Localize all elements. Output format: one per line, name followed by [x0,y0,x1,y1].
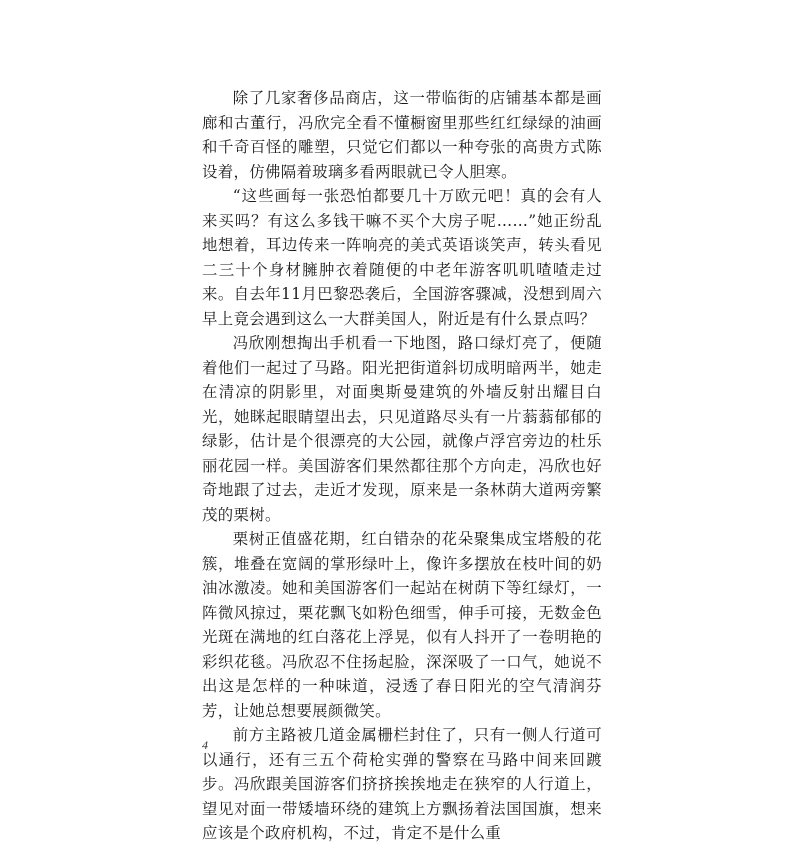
page-number: 4 [202,738,208,752]
paragraph: 冯欣刚想掏出手机看一下地图，路口绿灯亮了，便随着他们一起过了马路。阳光把街道斜切成明暗两半，她走在清凉的阴影里，对面奥斯曼建筑的外墙反射出耀目白光，她眯起眼睛望出去，只见道路尽头有一片蓊蓊郁郁的绿影，估计是个很漂亮的大公园，就像卢浮宫旁边的杜乐丽花园一样。美国游客们果然都往那个方向走，冯欣也好奇地跟了过去，走近才发现，原来是一条林荫大道两旁繁茂的栗树。 [202,334,602,524]
paragraph: “这些画每一张恐怕都要几十万欧元吧！真的会有人来买吗？有这么多钱干嘛不买个大房子呢……”她正纷乱地想着，耳边传来一阵响亮的美式英语谈笑声，转头看见二三十个身材臃肿衣着随便的中老年游客叽叽喳喳走过来。自去年11月巴黎恐袭后，全国游客骤减，没想到周六早上竟会遇到这么一大群美国人，附近是有什么景点吗？ [202,187,602,328]
paragraph: 栗树正值盛花期，红白错杂的花朵聚集成宝塔般的花簇，堆叠在宽阔的掌形绿叶上，像许多摆放在枝叶间的奶油冰激凌。她和美国游客们一起站在树荫下等红绿灯，一阵微风掠过，栗花飘飞如粉色细雪，伸手可接，无数金色光斑在满地的红白落花上浮晃，似有人抖开了一卷明艳的彩织花毯。冯欣忍不住扬起脸，深深吸了一口气，她说不出这是怎样的一种味道，浸透了春日阳光的空气清润芬芳，让她总想要展颜微笑。 [202,530,602,720]
paragraph: 前方主路被几道金属栅栏封住了，只有一侧人行道可以通行，还有三五个荷枪实弹的警察在马路中间来回踱步。冯欣跟美国游客们挤挤挨挨地走在狭窄的人行道上，望见对面一带矮墙环绕的建筑上方飘扬着法国国旗，想来应该是个政府机构，不过，肯定不是什么重 [202,726,602,842]
body-text [202,86,602,846]
paragraph: 除了几家奢侈品商店，这一带临街的店铺基本都是画廊和古董行，冯欣完全看不懂橱窗里那些红红绿绿的油画和千奇百怪的雕塑，只觉它们都以一种夸张的高贵方式陈设着，仿佛隔着玻璃多看两眼就已令人胆寒。 [202,89,602,181]
